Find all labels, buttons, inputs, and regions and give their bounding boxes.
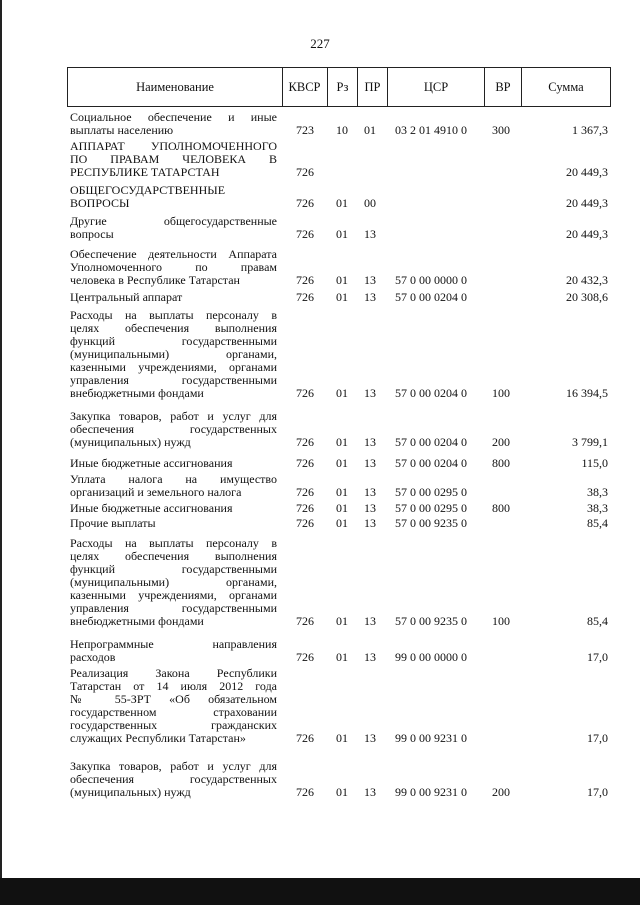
row-name-line: № 55-ЗРТ «Об обязательном [70,692,277,706]
row-rz: 01 [336,290,348,304]
row-name-line: Татарстан от 14 июля 2012 года [70,679,277,693]
row-csr: 57 0 00 9235 0 [395,614,467,628]
row-kvsr: 723 [296,123,314,137]
row-csr: 57 0 00 0295 0 [395,501,467,515]
row-name-line: Прочие выплаты [70,516,156,530]
row-name-line: целях обеспечения выполнения [70,549,277,563]
row-rz: 10 [336,123,348,137]
row-pr: 13 [364,650,376,664]
row-kvsr: 726 [296,731,314,745]
table-row [67,502,611,515]
row-csr: 57 0 00 0204 0 [395,290,467,304]
header-vr: ВР [485,67,522,107]
row-pr: 01 [364,123,376,137]
row-pr: 13 [364,290,376,304]
row-name [70,760,277,799]
row-kvsr: 726 [296,456,314,470]
table-row [67,248,611,287]
row-name-line: Социальное обеспечение и иные [70,110,277,124]
row-pr: 13 [364,227,376,241]
row-name-line: государственном страховании [70,705,277,719]
row-name [70,502,277,515]
row-rz: 01 [336,650,348,664]
page-number: 227 [310,36,330,51]
row-pr: 13 [364,273,376,287]
row-rz: 01 [336,785,348,799]
row-sum: 20 449,3 [566,196,608,210]
row-name [70,111,277,137]
row-kvsr: 726 [296,516,314,530]
row-name-line: функций государственными [70,334,277,348]
row-name [70,517,277,530]
row-sum: 85,4 [587,516,608,530]
scan-bottom-band [0,878,640,905]
row-name-line: АППАРАТ УПОЛНОМОЧЕННОГО [70,139,277,153]
row-sum: 38,3 [587,485,608,499]
table-row [67,537,611,628]
row-name-line: казенными учреждениями, органами [70,588,277,602]
row-name-line: внебюджетными фондами [70,386,204,400]
row-csr: 57 0 00 0295 0 [395,485,467,499]
row-name-line: управления государственными [70,373,277,387]
row-name [70,184,277,210]
header-kvsr: КВСР [282,67,328,107]
header-sum: Сумма [522,67,611,107]
table-row [67,760,611,799]
table-row [67,291,611,304]
row-sum: 115,0 [581,456,608,470]
row-kvsr: 726 [296,290,314,304]
row-name-line: расходов [70,650,116,664]
row-kvsr: 726 [296,785,314,799]
header-csr: ЦСР [388,67,485,107]
row-pr: 13 [364,485,376,499]
table-row [67,410,611,449]
row-rz: 01 [336,614,348,628]
row-pr: 13 [364,501,376,515]
row-csr: 57 0 00 0204 0 [395,386,467,400]
table-row [67,638,611,664]
table-row [67,517,611,530]
row-csr: 99 0 00 9231 0 [395,731,467,745]
row-rz: 01 [336,485,348,499]
header-pr: ПР [358,67,388,107]
row-kvsr: 726 [296,196,314,210]
row-name-line: Реализация Закона Республики [70,666,277,680]
row-name [70,248,277,287]
row-name-line: вопросы [70,227,114,241]
table-row [67,215,611,241]
row-csr: 99 0 00 0000 0 [395,650,467,664]
row-name-line: Иные бюджетные ассигнования [70,456,233,470]
row-name-line: Уплата налога на имущество [70,472,277,486]
table-row [67,309,611,400]
table-header [67,67,611,107]
row-name-line: (муниципальными) органами, [70,575,277,589]
row-sum: 17,0 [587,650,608,664]
row-rz: 01 [336,456,348,470]
row-rz: 01 [336,227,348,241]
row-name [70,667,277,745]
row-rz: 01 [336,501,348,515]
row-csr: 57 0 00 0204 0 [395,435,467,449]
row-name [70,140,277,179]
row-kvsr: 726 [296,650,314,664]
table-row [67,111,611,137]
row-name-line: целях обеспечения выполнения [70,321,277,335]
row-pr: 13 [364,386,376,400]
row-name-line: казенными учреждениями, органами [70,360,277,374]
row-sum: 3 799,1 [572,435,608,449]
row-vr: 100 [492,386,510,400]
row-vr: 200 [492,785,510,799]
row-name-line: Обеспечение деятельности Аппарата [70,247,277,261]
row-csr: 57 0 00 9235 0 [395,516,467,530]
row-csr: 57 0 00 0000 0 [395,273,467,287]
row-name-line: функций государственными [70,562,277,576]
row-kvsr: 726 [296,435,314,449]
header-name: Наименование [67,67,283,107]
row-name-line: выплаты населению [70,123,174,137]
row-pr: 13 [364,785,376,799]
row-name [70,457,277,470]
row-rz: 01 [336,196,348,210]
row-rz: 01 [336,516,348,530]
table-row [67,184,611,210]
row-name-line: Центральный аппарат [70,290,183,304]
row-vr: 100 [492,614,510,628]
row-kvsr: 726 [296,614,314,628]
table-row [67,140,611,179]
row-sum: 20 449,3 [566,165,608,179]
row-name [70,410,277,449]
row-name-line: обеспечения государственных [70,772,277,786]
row-vr: 300 [492,123,510,137]
row-name-line: Непрограммные направления [70,637,277,651]
row-kvsr: 726 [296,227,314,241]
row-name-line: ОБЩЕГОСУДАРСТВЕННЫЕ [70,183,226,197]
row-name-line: государственных гражданских [70,718,277,732]
row-name [70,309,277,400]
row-name-line: Другие общегосударственные [70,214,277,228]
row-vr: 200 [492,435,510,449]
row-sum: 38,3 [587,501,608,515]
row-name-line: РЕСПУБЛИКЕ ТАТАРСТАН [70,165,220,179]
row-pr: 13 [364,456,376,470]
row-sum: 16 394,5 [566,386,608,400]
row-pr: 00 [364,196,376,210]
row-name [70,473,277,499]
row-name-line: (муниципальных) нужд [70,785,191,799]
row-name [70,215,277,241]
row-vr: 800 [492,501,510,515]
row-name-line: Закупка товаров, работ и услуг для [70,409,277,423]
row-sum: 20 308,6 [566,290,608,304]
row-name-line: Расходы на выплаты персоналу в [70,308,277,322]
row-kvsr: 726 [296,386,314,400]
row-rz: 01 [336,273,348,287]
row-csr: 57 0 00 0204 0 [395,456,467,470]
row-name-line: служащих Республики Татарстан» [70,731,246,745]
row-sum: 1 367,3 [572,123,608,137]
scan-left-edge [0,0,2,905]
row-kvsr: 726 [296,273,314,287]
row-name-line: Уполномоченного по правам [70,260,277,274]
table-row [67,473,611,499]
row-rz: 01 [336,386,348,400]
row-rz: 01 [336,435,348,449]
row-name-line: управления государственными [70,601,277,615]
row-sum: 20 449,3 [566,227,608,241]
row-pr: 13 [364,731,376,745]
row-pr: 13 [364,435,376,449]
row-name-line: Иные бюджетные ассигнования [70,501,233,515]
row-sum: 17,0 [587,785,608,799]
row-name-line: ВОПРОСЫ [70,196,130,210]
row-name-line: организаций и земельного налога [70,485,242,499]
row-name-line: ПО ПРАВАМ ЧЕЛОВЕКА В [70,152,277,166]
row-name-line: (муниципальными) органами, [70,347,277,361]
row-name-line: (муниципальных) нужд [70,435,191,449]
row-name-line: человека в Республике Татарстан [70,273,240,287]
row-kvsr: 726 [296,485,314,499]
header-rz: Рз [328,67,358,107]
row-name-line: внебюджетными фондами [70,614,204,628]
row-name [70,638,277,664]
row-csr: 99 0 00 9231 0 [395,785,467,799]
table-row [67,667,611,745]
row-pr: 13 [364,614,376,628]
row-csr: 03 2 01 4910 0 [395,123,467,137]
row-name [70,291,277,304]
table-row [67,457,611,470]
row-rz: 01 [336,731,348,745]
row-name-line: Расходы на выплаты персоналу в [70,536,277,550]
row-name-line: Закупка товаров, работ и услуг для [70,759,277,773]
row-kvsr: 726 [296,165,314,179]
row-pr: 13 [364,516,376,530]
row-kvsr: 726 [296,501,314,515]
row-name [70,537,277,628]
row-name-line: обеспечения государственных [70,422,277,436]
row-vr: 800 [492,456,510,470]
row-sum: 17,0 [587,731,608,745]
row-sum: 85,4 [587,614,608,628]
row-sum: 20 432,3 [566,273,608,287]
